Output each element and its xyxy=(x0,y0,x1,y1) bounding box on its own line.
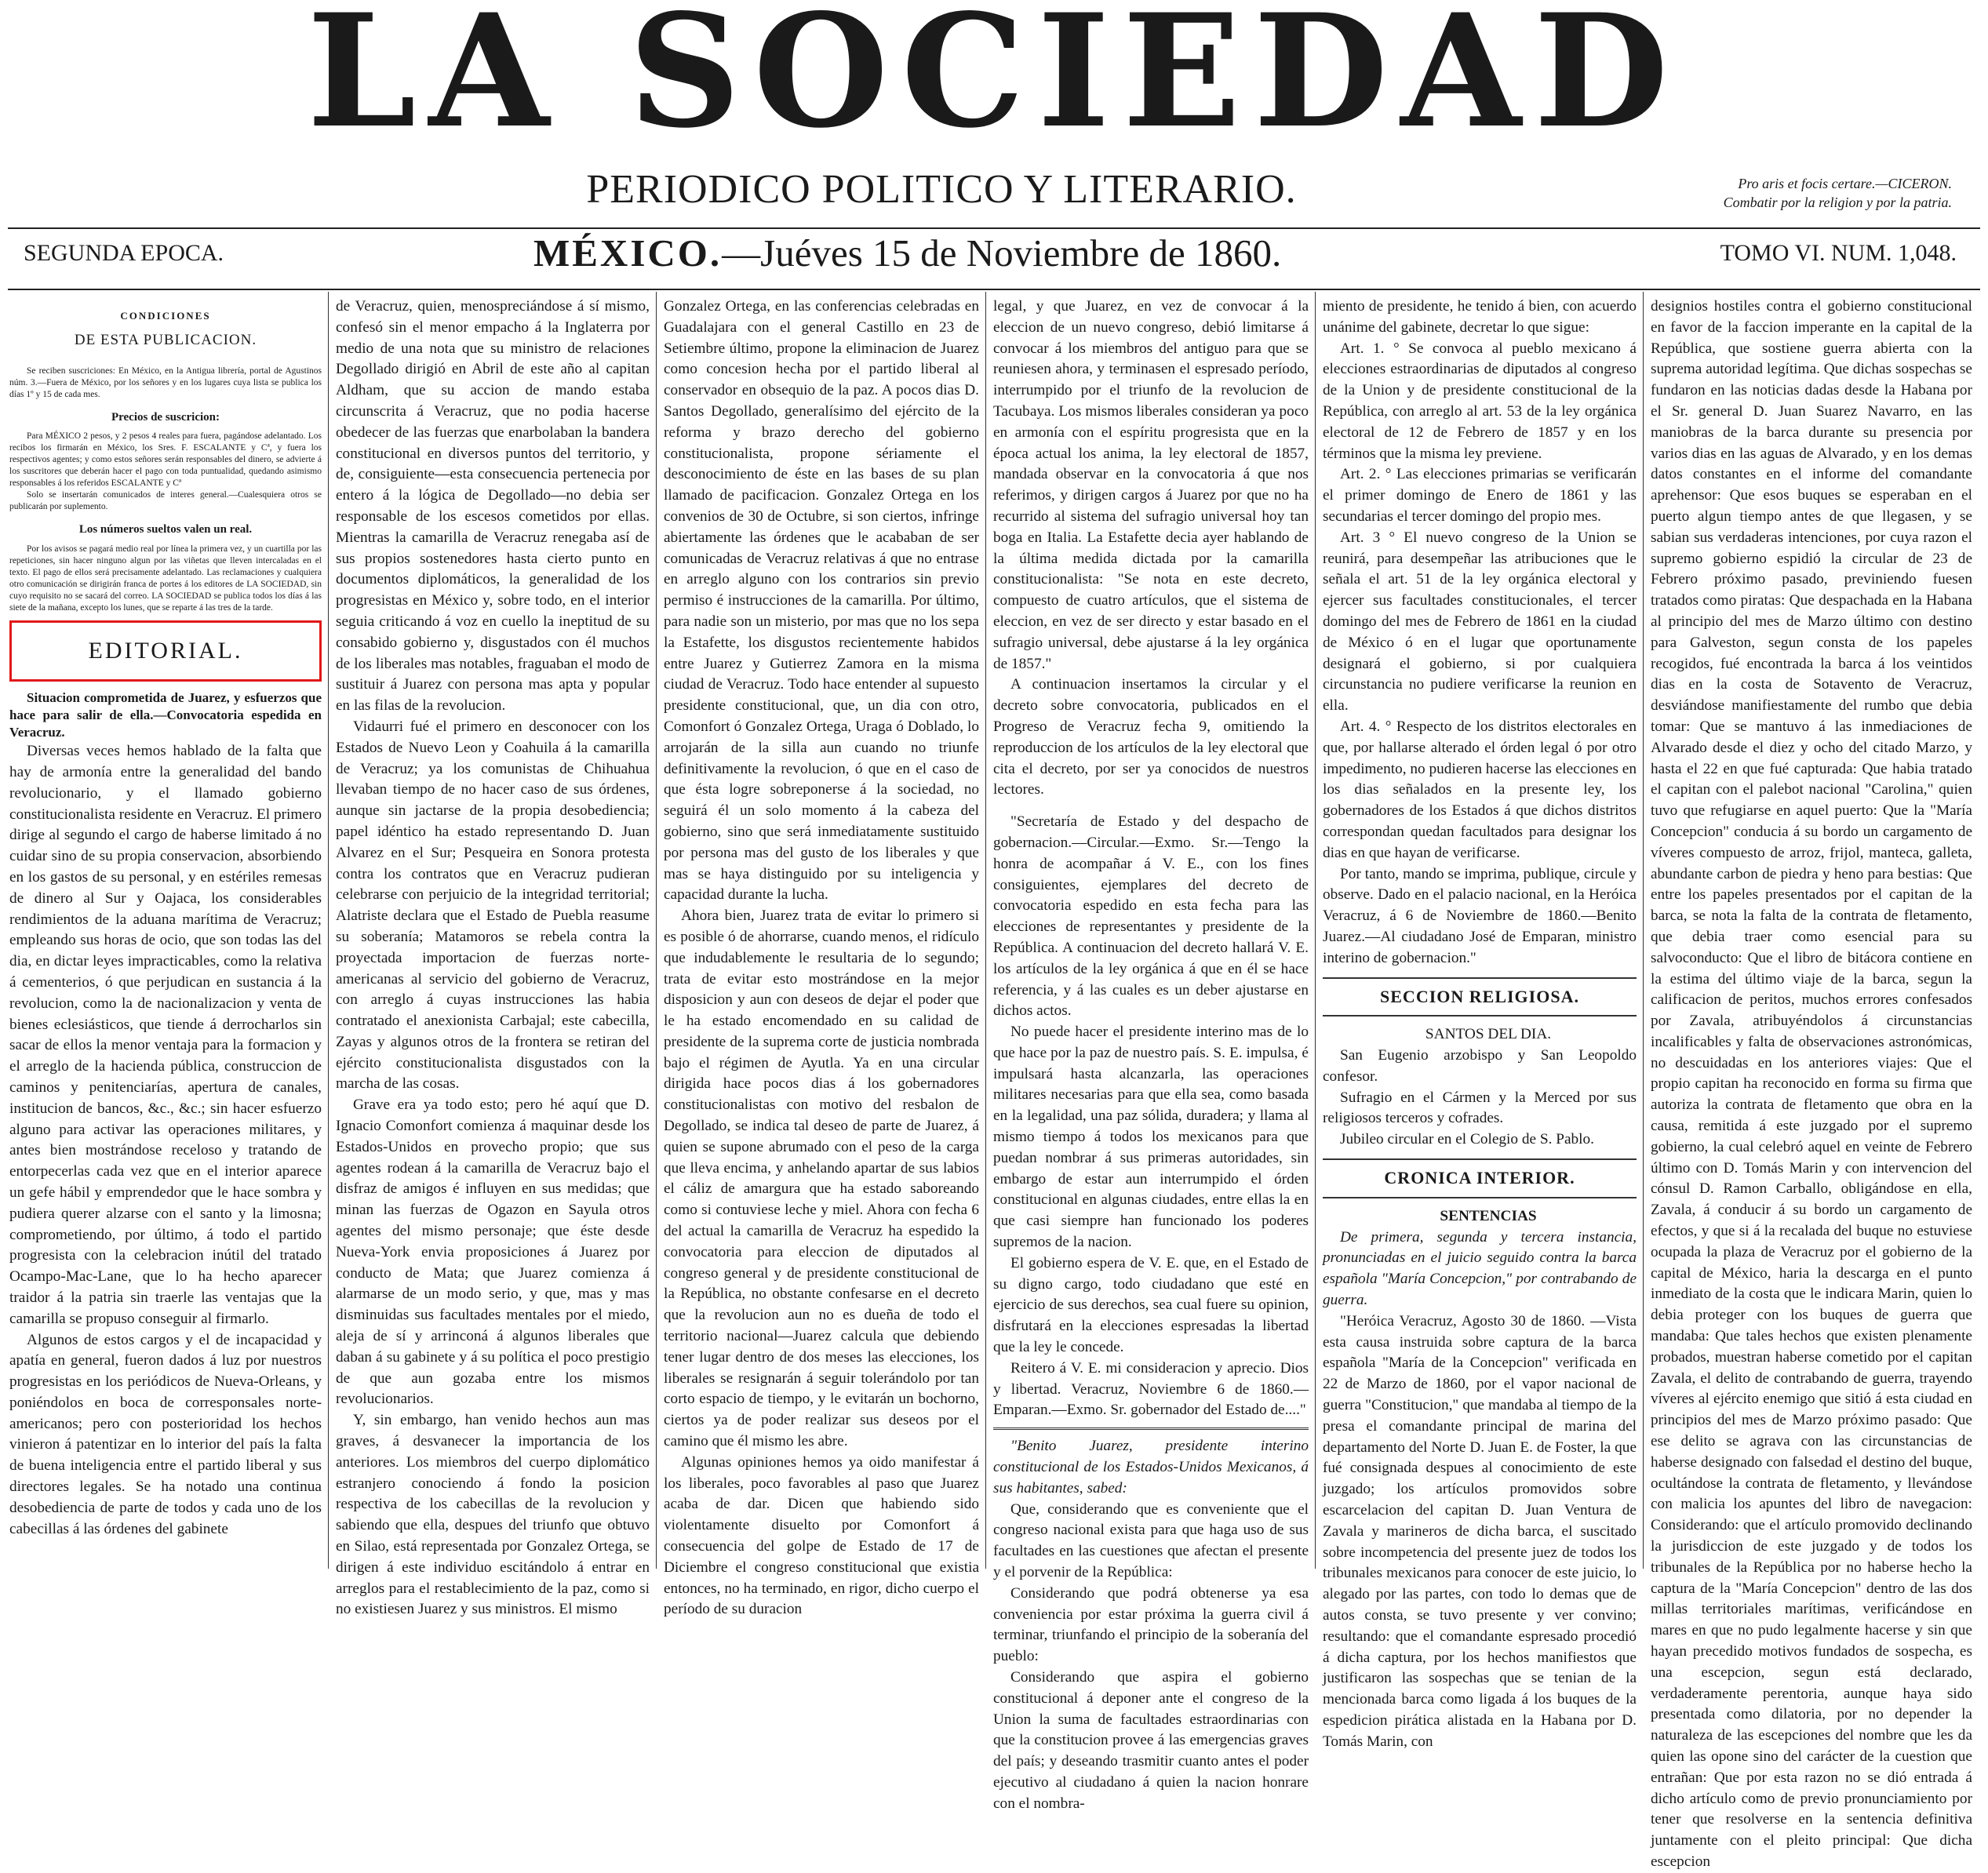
editorial-lead: Situacion comprometida de Juarez, y esfuerzos que hace para salir de ella.—Convocatoria espedida en Veracruz. xyxy=(9,690,322,740)
epoch-label: SEGUNDA EPOCA. xyxy=(24,240,224,266)
prices-text: Para MÉXICO 2 pesos, y 2 pesos 4 reales para fuera, pagándose adelantado. Los recibos los firmarán en México, los Sres. F. ESCALANTE y Cª, y fuera los respectivos agentes; y como estos señores serán responsables del dinero, se advierte á los suscritores que deberán hacer el pago con toda puntualidad, quedando asimismo responsables á los referidos ESCALANTE y Cª xyxy=(9,431,322,489)
volume-number: TOMO VI. NUM. 1,048. xyxy=(1720,240,1957,266)
decree-closing: Por tanto, mando se imprima, publique, circule y observe. Dado en el palacio nacional, en la Heróica Veracruz, á 6 de Noviembre de 1860.—Benito Juarez.—Al ciudadano José de Emparan, ministro interino de gobernacion." xyxy=(1323,865,1637,966)
motto xyxy=(1724,174,1952,213)
article-paragraph: Ahora bien, Juarez trata de evitar lo primero si es posible ó de ahorrarse, cuando menos, el ridículo que indudablemente le resultaria de lo segundo; trata de evitar esto mostrándose en la mejor disposicion y aun con deseos de dejar el poder que le ha estado encomendado en su calidad de presidente de la suprema corte de justicia nombrada bajo el régimen de Ayutla. Ya en una circular dirigida hace pocos dias á los gobernadores constitucionalistas con motivo del resbalon de Degollado, se indica tal deseo de parte de Juarez, á quien se supone abrumado con el peso de la carga que lleva encima, y anhelando apartar de sus labios el cáliz de amargura que ha estado saboreando como si contuviese leche y miel. Ahora con fecha 6 del actual la camarilla de Veracruz ha espedido la convocatoria para eleccion de diputados al congreso general y de presidente constitucional de la República, no obstante confesarse en el decreto que la revolucion aun no es dueña de todo el territorio nacional—Juarez calcula que debiendo tener lugar dentro de dos meses las elecciones, los liberales se resignarán á seguir tolerándolo por tan corto espacio de tiempo, y le evitarán un bochorno, ciertos ya de poder realizar sus deseos por el camino que él mismo les abre. xyxy=(664,907,979,1450)
circular-paragraph: Reitero á V. E. mi consideracion y aprecio. Dios y libertad. Veracruz, Noviembre 6 de 1860.—Emparan.—Exmo. Sr. gobernador del Estado de...." xyxy=(993,1359,1309,1419)
column-divider xyxy=(1643,292,1644,1569)
dateline-date: —Juéves 15 de Noviembre de 1860. xyxy=(722,231,1282,275)
masthead-title: LA SOCIEDAD xyxy=(307,0,1681,162)
chronicle-section-heading: CRONICA INTERIOR. xyxy=(1323,1158,1637,1198)
column-divider xyxy=(985,292,986,1569)
column-6 xyxy=(1651,296,1972,1870)
sentences-subtitle: De primera, segunda y tercera instancia, pronunciadas en el juicio seguido contra la barca española "María Concepcion," por contrabando de guerra. xyxy=(1323,1228,1637,1309)
motto-line-2: Combatir por la religion y por la patria. xyxy=(1723,195,1952,211)
column-4 xyxy=(993,296,1309,1812)
column-divider xyxy=(1315,292,1316,1569)
spacer xyxy=(993,801,1309,812)
top-rule xyxy=(8,227,1980,229)
column-1 xyxy=(9,296,322,1566)
editorial-paragraph: Diversas veces hemos hablado de la falta que hay de armonía entre la generalidad del bando revolucionario, y el llamado gobierno constitucionalista residente en Veracruz. El primero dirige al segundo el cargo de haberse limitado á no cuidar sino de su propia conservacion, absorbiendo en los gastos de su personal, y en estériles remesas de dinero al Sur y Oajaca, los considerables rendimientos de la aduana marítima de Veracruz; empleando sus horas de ocio, que son todas las del dia, en dictar leyes impracticables, como la relativa á cementerios, ó que perjudican en sustancia á la revolucion, como la de nacionalizacion y venta de bienes eclesiásticos, que tiende á derrocharlos sin sacar de ellos la menor ventaja para la formacion y el arreglo de la hacienda pública, construccion de caminos y penitenciarías, apertura de canales, institucion de bancos, &c., &c.; sin hacer esfuerzo alguno para activar las operaciones militares, y antes bien mostrándose receloso y tratando de entorpecerlas cada vez que en el interior aparece un gefe hábil y emprendedor que le hace sombra y pudiera querer alzarse con el santo y la limosna; comprometiendo, por último, á todo el partido progresista con la celebracion inútil del tratado Ocampo-Mac-Lane, que lo ha hecho aparecer traidor á la patria sin traerle las ventajas que la camarilla se propuso conseguir al firmarlo. xyxy=(9,743,322,1327)
sentences-heading: SENTENCIAS xyxy=(1440,1207,1537,1224)
article-paragraph: Vidaurri fué el primero en desconocer con los Estados de Nuevo Leon y Coahuila á la camarilla de Veracruz; ya los comunistas de Chihuahua llevaban tiempo de no hacer caso de sus órdenes, aunque sin jactarse de la propia desobediencia; papel idéntico ha estado representando D. Juan Alvarez en el Sur; Pesqueira en Sonora protesta contra los contratos que en Veracruz pudieran celebrarse con perjuicio de la integridad territorial; Alatriste declara que el Estado de Puebla reasume su soberanía; Matamoros se rebela contra la proyectada importacion de fuerzas norte-americanas al servicio del gobierno de Veracruz, con arreglo á cuyas instrucciones las habia contratado el anexionista Carbajal; este cabecilla, Zayas y algunos otros de la frontera se retiran del ejército constitucionalista disgustados con la marcha de las cosas. xyxy=(336,718,650,1093)
decree-paragraph: miento de presidente, he tenido á bien, con acuerdo unánime del gabinete, decretar lo que sigue: xyxy=(1323,298,1637,336)
decree-article: Art. 2. ° Las elecciones primarias se verificarán el primer domingo de Enero de 1861 y las secundarias el tercer domingo del propio mes. xyxy=(1323,466,1637,525)
motto-line-1: Pro aris et focis certare.—CICERON. xyxy=(1738,176,1952,191)
circular-paragraph: No puede hacer el presidente interino mas de lo que hace por la paz de nuestro país. S. E. impulsa, é impulsará hasta alcanzarla, las operaciones militares necesarias para que ella sea, como basada en la legalidad, una paz sólida, duradera; y llama al mismo tiempo á todos los mexicanos para que puedan nombrar á sus primeras autoridades, sin embargo de estar aun interrumpido el órden constitucional en algunas ciudades, entre ellas la en que casi siempre han funcionado los poderes supremos de la nacion. xyxy=(993,1024,1309,1251)
prices-text-2: Solo se insertarán comunicados de interes general.—Cualesquiera otros se publicarán por suplemento. xyxy=(9,490,322,512)
masthead-subtitle: PERIODICO POLITICO Y LITERARIO. xyxy=(586,167,1297,212)
prices-heading: Precios de suscricion: xyxy=(111,410,220,424)
article-paragraph: Grave era ya todo esto; pero hé aquí que D. Ignacio Comonfort comienza á maquinar desde los Estados-Unidos en provecho propio; que sus agentes rodean á la camarilla de Veracruz bajo el disfraz de amigos é influyen en sus medidas; que minan las fuerzas de Ogazon en Sayula otros agentes del mismo personaje; que éste desde Nueva-York envia proposiciones á Juarez por conducto de Mata; que Juarez comienza á alarmarse de un modo serio, y que, mas y mas disminuidas sus facultades mentales por el miedo, aleja de sí y arrinconá á algunos liberales que daban á su gabinete y á su política el poco prestigio de que aun gozaba entre los mismos revolucionarios. xyxy=(336,1097,650,1408)
dateline xyxy=(533,231,1281,275)
column-divider xyxy=(656,292,657,1569)
editorial-paragraph: Algunos de estos cargos y el de incapacidad y apatía en general, fueron dados á luz por nuestros progresistas en los periódicos de Nueva-Orleans, y poniéndolos en boca de corresponsales norte-americanos; pero con posterioridad los hechos vinieron á patentizar en lo interior del país la falta de buena inteligencia entre el partido liberal y sus directores legales. Se ha notado una continua desobediencia de parte de todos y cada uno de los cabecillas á las órdenes del gabinete xyxy=(9,1331,322,1537)
sentence-paragraph: "Heróica Veracruz, Agosto 30 de 1860. —Vista esta causa instruida sobre captura de la barca española "María de la Concepcion" verificada en 22 de Marzo de 1860, por el vapor nacional de guerra "Constitucion," que mandaba al tiempo de la presa el comandante principal de marina del departamento del Norte D. Juan E. de Foster, la que fué consignada despues al conocimiento de este juzgado; los artículos promovidos sobre escarcelacion del capitan D. Juan Ventura de Zavala y marineros de dicha barca, el suscitado sobre incompetencia del presente juez de todos los tribunales mexicanos para conocer de este juicio, lo alegado por las partes, con todo lo demas que de autos consta, se tuvo presente y ver convino; resultando: que el comandante espresado procedió á dicha captura, por los hechos manifiestos que justificaron las sospechas que se tenian de la mencionada barca como ligada á los buques de la espedicion pirática alistada en la Habana por D. Tomás Marin, con xyxy=(1323,1312,1637,1750)
conditions-title: CONDICIONES xyxy=(120,310,211,322)
religious-section-heading: SECCION RELIGIOSA. xyxy=(1323,977,1637,1017)
decree-article: Art. 4. ° Respecto de los distritos electorales en que, por hallarse alterado el órden legal ó por otro impedimento, no pudieren hacerse las elecciones en los dias señalados en la presente ley, los gobernadores de los Estados á que dichos distritos correspondan quedan facultados para designar los dias en que hayan de verificarse. xyxy=(1323,718,1637,861)
editorial-heading: EDITORIAL. xyxy=(9,620,322,682)
circular-paragraph: "Secretaría de Estado y del despacho de gobernacion.—Circular.—Exmo. Sr.—Tengo la honra de acompañar á V. E., con los fines consiguientes, ejemplares del decreto de convocatoria espedido en esta fecha para las elecciones de representantes y presidente de la República. A continuacion del decreto hallará V. E. los artículos de la ley orgánica á que en él se hace referencia, y á las cuales es un deber ajustarse en dichos actos. xyxy=(993,813,1309,1020)
column-2 xyxy=(336,296,650,1618)
dateline-city: MÉXICO. xyxy=(533,231,723,275)
conditions-subtitle: DE ESTA PUBLICACION. xyxy=(74,331,257,348)
article-paragraph: Algunas opiniones hemos ya oido manifestar á los liberales, poco favorables al paso que Juarez acaba de dar. Dicen que habiendo sido violentamente disuelto por Comonfort á consecuencia del golpe de Estado de 17 de Diciembre el congreso constitucional que existia entonces, no ha terminado, en rigor, dicho cuerpo el período de su duracion xyxy=(664,1453,979,1618)
single-issue-price: Los números sueltos valen un real. xyxy=(78,523,253,536)
saints-heading: SANTOS DEL DIA. xyxy=(1425,1026,1552,1043)
religious-item: San Eugenio arzobispo y San Leopoldo confesor. xyxy=(1323,1047,1637,1085)
article-paragraph: legal, y que Juarez, en vez de convocar á la eleccion de un nuevo congreso, debió limitarse á convocar á los miembros del antiguo para que se reuniesen ahora, y terminasen el espresado período, interrumpido por el triunfo de la revolucion de Tacubaya. Los mismos liberales consideran ya poco en armonía con el espíritu progresista que en la época actual los anima, la ley electoral de 1857, mandada observar en la convocatoria á que nos referimos, y dirigen cargos á Juarez por que no ha recurrido al sistema del sufragio universal hoy tan boga en Italia. La Estafette decia ayer hablando de la última medida dictada por la camarilla constitucionalista: "Se nota en este decreto, compuesto de cuatro artículos, que el sistema de eleccion, en vez de ser directo y estar basado en el sufragio universal, debe ajustarse á la ley orgánica de 1857." xyxy=(993,298,1309,672)
divider xyxy=(993,1427,1309,1430)
decree-header: "Benito Juarez, presidente interino constitucional de los Estados-Unidos Mexicanos, á sus habitantes, sabed: xyxy=(993,1438,1309,1497)
article-paragraph: Y, sin embargo, han venido hechos aun mas graves, á desvanecer la importancia de los anteriores. Los miembros del cuerpo diplomático estranjero conociendo á fondo la posicion respectiva de los cabecillas de la revolucion y sabiendo que ella, despues del triunfo que obtuvo en Silao, está representada por Gonzalez Ortega, se dirigen á este individuo escitándolo á entrar en arreglos para el restablecimiento de la paz, como si no existiesen Juarez y sus ministros. El mismo xyxy=(336,1412,650,1618)
decree-paragraph: Considerando que aspira el gobierno constitucional á deponer ante el congreso de la Union la suma de facultades estraordinarias con que la constitucion provee á las emergencias graves del país; y deseando trasmitir cuanto antes el poder ejecutivo al ciudadano á quien la nacion honrare con el nombra- xyxy=(993,1669,1309,1812)
circular-paragraph: El gobierno espera de V. E. que, en el Estado de su digno cargo, todo ciudadano que esté en ejercicio de sus derechos, sea cual fuere su opinion, disfrutará en la elecciones espresadas la libertad que la ley le concede. xyxy=(993,1254,1309,1356)
conditions-text: Se reciben suscriciones: En México, en la Antigua librería, portal de Agustinos núm. 3.—Fuera de México, por los señores y en los lugares cuya lista se publica los días 1º y 15 de cada mes. xyxy=(9,366,322,399)
decree-article: Art. 3 ° El nuevo congreso de la Union se reunirá, para desempeñar las atribuciones que le señala el art. 51 de la ley orgánica electoral y ejercer sus facultades constitucionales, el tercer domingo del mes de Febrero de 1861 en la ciudad de México ó en el lugar que oportunamente designará el gobierno, si por cualquiera circunstancia no pudiere verificarse la reunion en ella. xyxy=(1323,529,1637,715)
article-paragraph: A continuacion insertamos la circular y el decreto sobre convocatoria, publicados en el Progreso de Veracruz fecha 9, omitiendo la reproduccion de los artículos de la ley electoral que cita el decreto, por ser ya conocidos de nuestros lectores. xyxy=(993,676,1309,798)
article-paragraph: de Veracruz, quien, menospreciándose á sí mismo, confesó sin el menor empacho á la Inglaterra por medio de una nota que su ministro de relaciones Degollado dirigió en Abril de este año al capitan Aldham, que su accion de mando estaba circunscrita á Veracruz, que no podia hacerse obedecer de las fuerzas que enarbolaban la bandera constitucional en diversos puntos del territorio, y de, consiguiente—esta consecuencia pertenecia por entero á la lógica de Degollado—no debia ser responsable de los escesos cometidos por ellas. Mientras la camarilla de Veracruz renegaba así de sus propios sostenedores hasta cierto punto en documentos diplomáticos, la generalidad de los progresistas en México y, sobre todo, en el interior seguia criticando á voz en cuello la ineptitud de su consabido gobierno y, disgustados con él muchos de los liberales mas notables, fraguaban el modo de sustituir á Juarez con persona mas apta y popular en las filas de la revolucion. xyxy=(336,298,650,715)
column-5 xyxy=(1323,296,1637,1750)
article-paragraph: Gonzalez Ortega, en las conferencias celebradas en Guadalajara con el general Castillo en 23 de Setiembre último, propone la eliminacion de Juarez como concesion hecha por el partido liberal al conservador en obsequio de la paz. A pocos dias D. Santos Degollado, generalísimo del ejército de la reforma y brazo derecho del gobierno constitucionalista, propone sériamente el desconocimiento de éste en las bases de su plan llamado de pacificacion. Gonzalez Ortega en los convenios de 30 de Octubre, si son ciertos, infringe abiertamente las órdenes que le acababan de ser comunicadas de Veracruz relativas á que no entrase en arreglo alguno con los contrarios sin previo permiso é instrucciones de la camarilla. Por último, para nadie son un misterio, por mas que no los sepa la Estafette, los disgustos recientemente habidos entre Juarez y Gutierrez Zamora en la misma ciudad de Veracruz. Todo hace entender al supuesto presidente constitucional, que, un dia con otro, Comonfort ó Gonzalez Ortega, Uraga ó Doblado, lo arrojarán de la silla aun cuando no triunfe definitivamente la revolucion, ó que en el caso de que ésta logre sobreponerse á la sociedad, no seguirá él un solo momento á la cabeza del gobierno, sino que será inmediatamente sustituido por persona mas del gusto de los liberales y que mas se haya distinguido por su inteligencia y capacidad durante la lucha. xyxy=(664,298,979,904)
column-3 xyxy=(664,296,979,1618)
column-divider xyxy=(328,292,329,1569)
ads-text: Por los avisos se pagará medio real por línea la primera vez, y un cuartilla por las repeticiones, sin hacer ninguno algun por las viñetas que lleven intercaladas en el texto. El pago de ellos será precisamente adelantado. Las reclamaciones y cualquiera otro comunicación se dirigirán franca de portes á los editores de LA SOCIEDAD, sin cuyo requisito no se sacará del correo. LA SOCIEDAD se publica todos los días á las siete de la mañana, excepto los lunes, que se reparte á las tres de la tarde. xyxy=(9,544,322,613)
sentence-paragraph: designios hostiles contra el gobierno constitucional en favor de la faccion imperante en la capital de la República, que sostiene guerra abierta con la suprema autoridad legítima. Que dichas sospechas se fundaron en las noticias dadas desde la Habana por el Sr. general D. Juan Suarez Navarro, en las maniobras de la barca durante su presencia por varios dias en las aguas de Alvarado, y en los demas datos constantes en el informe del comandante aprehensor: Que esos buques se esperaban en el puerto algun tiempo antes de que llegasen, y se sabian sus verdaderas intenciones, por cuya razon el supremo gobierno espidió la circular de 23 de Febrero próximo pasado, previniendo fuesen tratados como piratas: Que despachada en la Habana al principio del mes de Marzo último con destino para Galveston, segun consta de los papeles recogidos, fué encontrada la barca á los veintidos dias en la costa de Sotavento de Veracruz, desviándose manifiestamente del rumbo que debia tomar: Que se mantuvo á las inmediaciones de Alvarado desde el diez y ocho del citado Marzo, y hasta el 22 en que fué capturada: Que habia tratado el capitan con el palebot nacional "Carolina," quien tuvo que refugiarse en aquel puerto: Que la "María Concepcion" conducia á su bordo un cargamento de víveres compuesto de arroz, frijol, manteca, galleta, abundante carbon de piedra y heno para bestias: Que entre los papeles presentados por el capitan de la barca, se nota la falta de la contrata de fletamento, que debia traer como esencial para su salvoconducto: Que el libro de bitácora contiene en la estima del último viaje de la barca, segun la calificacion de peritos, muchos errores confesados por Zavala, atribuyéndolos á circunstancias incalificables y falta de observaciones astronómicas, no descuidadas en los anteriores viajes: Que el propio capitan ha reconocido en forma su firma que autoriza la contrata de fletamento que obra en la causa, remitida á este juzgado por el supremo gobierno, la cual celebró aquel en veinte de Febrero último con D. Tomás Marin y con intervencion del cónsul D. Ramon Carballo, obligándose en ella, Zavala, á conducir á su bordo un cargamento de efectos, y que si á la recalada del buque no estuviese ocupada la plaza de Veracruz por el gobierno de la capital de México, haria la descarga en el punto inmediato de la costa que le indicara Marin, quien lo debia proteger con los buques de guerra que mandaba: Que tales hechos que existen plenamente probados, muestran haberse cometido por el capitan Zavala, el delito de contrabando de guerra, trayendo víveres al ejército enemigo que sitió á esta ciudad en principios del mes de Marzo próximo pasado: Que ese delito se agrava con las circunstancias de haberse designado con falsedad el destino del buque, ocultándose la contrata de fletamento, y llevándose con malicia los apuntes del libro de navegacion: Considerando: que el artículo promovido declinando la jurisdiccion de este juzgado y de todos los tribunales de la República por no haberse hecho la captura de la "María Concepcion" dentro de las dos millas territoriales marítimas, verificándose en mares en que no pudo legalmente hacerse y sin que hayan precedido motivos fundados de sospecha, es una escepcion, segun está declarado, verdaderamente perentoria, aunque haya sido presentada como dilatoria, por no depender la naturaleza de las escepciones del nombre que les da quien las opone sino del carácter de la cuestion que entrañan: Que por esta razon no se dió entrada á dicho artículo como de previo pronunciamiento por tener que resolverse en la sentencia definitiva juntamente con el pleito principal: Que dicha escepcion xyxy=(1651,298,1972,1870)
bottom-rule xyxy=(8,289,1980,290)
decree-paragraph: Considerando que podrá obtenerse ya esa conveniencia por estar próxima la guerra civil á terminar, triunfando el principio de la soberanía del pueblo: xyxy=(993,1584,1309,1665)
decree-article: Art. 1. ° Se convoca al pueblo mexicano á elecciones estraordinarias de diputados al congreso de la Union y de presidente constitucional de la República, con arreglo al art. 53 de la ley orgánica electoral de 12 de Febrero de 1857 y en los términos que la misma ley previene. xyxy=(1323,340,1637,462)
religious-item: Jubileo circular en el Colegio de S. Pablo. xyxy=(1340,1131,1594,1148)
religious-item: Sufragio en el Cármen y la Merced por sus religiosos terceros y cofrades. xyxy=(1323,1089,1637,1127)
decree-paragraph: Que, considerando que es conveniente que el congreso nacional exista para que haga uso de sus facultades en las cuestiones que afectan el presente y el porvenir de la República: xyxy=(993,1500,1309,1581)
